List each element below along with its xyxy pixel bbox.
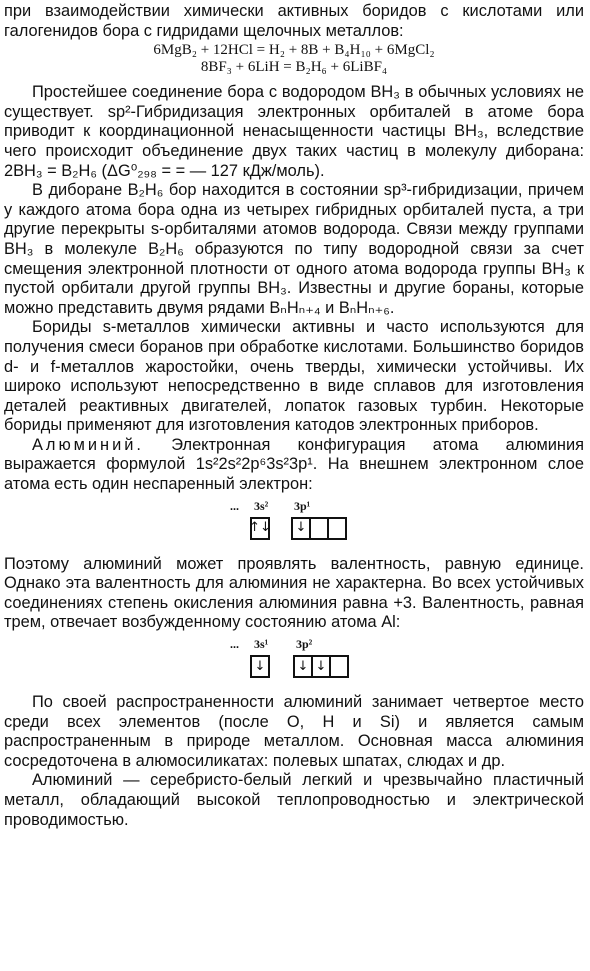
orbital-label-3s: 3s² — [254, 498, 269, 513]
orbital-label-3p: 3p² — [296, 637, 313, 652]
orbital-cell: ↓ — [293, 655, 311, 678]
document-page — [4, 2, 584, 830]
section-heading: Алюминий. — [32, 435, 144, 454]
orbital-cell — [329, 655, 349, 678]
orbital-cell — [309, 517, 327, 540]
orbital-cells-3p — [293, 655, 349, 678]
orbital-prefix: ... — [230, 498, 239, 513]
equations — [4, 42, 584, 76]
paragraph-valence: Поэтому алюминий может проявлять валентность, равную единице. Однако эта валентность для алюминия не характерна. Во всех устойчивых соединениях степень окисления алюминия равна +3. Валентность, равная трем, отвечает возбужденному состоянию атома Al: — [4, 554, 584, 632]
orbital-cells-3p — [291, 517, 347, 540]
paragraph-properties: Алюминий — серебристо-белый легкий и чрезвычайно пластичный металл, обладающий высокой теплопроводностью и электрической проводимостью. — [4, 771, 584, 829]
orbital-cell: ↓ — [291, 517, 309, 540]
orbital-cell: ↓ — [311, 655, 329, 678]
orbital-cells-3s — [250, 655, 270, 678]
orbital-diagram-ground — [4, 495, 584, 555]
orbital-label-3p: 3p¹ — [294, 498, 311, 513]
orbital-diagram-excited — [4, 633, 584, 693]
orbital-label-3s: 3s¹ — [254, 637, 269, 652]
aluminum-config-text: Электронная конфигурация атома алюминия выражается формулой 1s²2s²2p⁶3s²3p¹. На внешнем электронном слое атома есть один неспаренный электрон: — [4, 435, 584, 494]
orbital-prefix: ... — [230, 637, 239, 652]
orbital-cell: ↑↓ — [250, 517, 270, 540]
paragraph-aluminum-config — [4, 436, 584, 495]
paragraph-intro: при взаимодействии химически активных боридов с кислотами или галогенидов бора с гидридами щелочных металлов: — [4, 2, 584, 40]
paragraph-borides: Бориды s-металлов химически активны и часто используются для получения смеси боранов при обработке кислотами. Большинство боридов d- и f-металлов жаростойки, очень тверды, химически устойчивы. Их широко используют непосредственно в виде сплавов для изготовления деталей реактивных двигателей, лопаток газовых турбин. Некоторые бориды применяют для изготовления катодов электронных приборов. — [4, 318, 584, 435]
orbital-cell — [327, 517, 347, 540]
equation-1: 6MgB₂ + 12HCl = H₂ + 8B + B₄H₁₀ + 6MgCl₂ — [153, 42, 435, 59]
equation-2: 8BF₃ + 6LiH = B₂H₆ + 6LiBF₄ — [200, 59, 388, 76]
orbital-cells-3s — [250, 517, 270, 540]
orbital-cell: ↓ — [250, 655, 270, 678]
paragraph-diborane: В диборане B₂H₆ бор находится в состоянии sp³-гибридизации, причем у каждого атома бора одна из четырех гибридных орбиталей пуста, а три другие перекрыты s-орбиталями атомов водорода. Связи между группами BH₃ в молекуле B₂H₆ образуются по типу водородной связи за счет смещения электронной плотности от одного атома водорода группы BH₃ к пустой орбитали другой группы BH₃. Известны и другие бораны, которые можно представить двумя рядами BₙHₙ₊₄ и BₙHₙ₊₆. — [4, 181, 584, 317]
paragraph-abundance: По своей распространенности алюминий занимает четвертое место среди всех элементов (после O, H и Si) и является самым распространенным в природе металлом. Основная масса алюминия сосредоточена в алюмосиликатах: полевых шпатах, слюдах и др. — [4, 693, 584, 770]
paragraph-bh3: Простейшее соединение бора с водородом BH₃ в обычных условиях не существует. sp²-Гибридизация электронных орбиталей в атоме бора приводит к координационной ненасыщенности частицы BH₃, вследствие чего происходит объединение двух таких частиц в молекулу диборана: 2BH₃ = B₂H₆ (ΔG⁰₂₉₈ = = — 127 кДж/моль). — [4, 83, 584, 180]
